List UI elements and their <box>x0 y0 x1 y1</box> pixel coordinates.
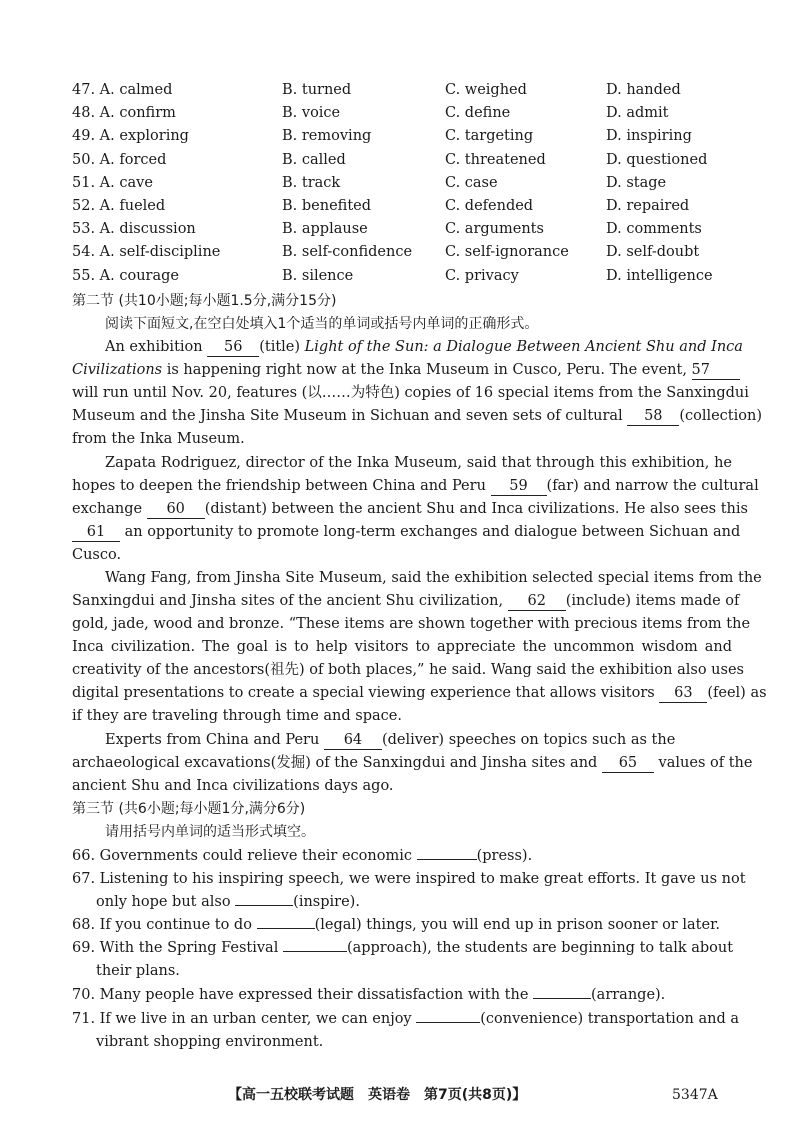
option-d[interactable]: D. intelligence <box>606 267 713 284</box>
option-a[interactable]: 51. A. cave <box>72 174 153 191</box>
option-d[interactable]: D. self-doubt <box>606 244 700 261</box>
option-c[interactable]: C. self-ignorance <box>445 244 569 261</box>
passage-paragraph-2-line: hopes to deepen the friendship between China and Peru 59 (far) and narrow the cultural <box>72 478 759 494</box>
passage-paragraph-4-line: archaeological excavations(发掘) of the Sanxingdui and Jinsha sites and 65 values of the <box>72 755 753 771</box>
passage-paragraph-2-line: Cusco. <box>72 547 122 563</box>
passage-paragraph-3-line: Wang Fang, from Jinsha Site Museum, said the exhibition selected special items from the <box>105 570 762 586</box>
option-a[interactable]: 49. A. exploring <box>72 128 189 145</box>
blank-64[interactable]: 64 <box>324 731 382 750</box>
passage-paragraph-4-line: Experts from China and Peru 64 (deliver) speeches on topics such as the <box>105 732 676 748</box>
option-c[interactable]: C. weighed <box>445 82 527 98</box>
option-c[interactable]: C. define <box>445 105 511 122</box>
answer-blank-66[interactable] <box>417 859 477 860</box>
blank-63[interactable]: 63 <box>659 684 707 703</box>
blank-56[interactable]: 56 <box>207 338 259 357</box>
option-a[interactable]: 48. A. confirm <box>72 105 176 122</box>
option-row <box>72 102 732 125</box>
option-d[interactable]: D. repaired <box>606 198 690 214</box>
passage-paragraph-3-line: digital presentations to create a special viewing experience that allows visitors 63 (feel) as <box>72 685 767 701</box>
passage-paragraph-1-line: from the Inka Museum. <box>72 431 245 447</box>
passage-paragraph-4-line: ancient Shu and Inca civilizations days ago. <box>72 778 394 794</box>
option-c[interactable]: C. case <box>445 174 498 191</box>
question-70: 70. Many people have expressed their dissatisfaction with the (arrange). <box>72 987 666 1003</box>
question-69: 69. With the Spring Festival (approach), the students are beginning to talk about <box>72 940 734 956</box>
passage-paragraph-2-line: Zapata Rodriguez, director of the Inka Museum, said that through this exhibition, he <box>105 455 732 471</box>
question-69-continued: their plans. <box>96 963 180 979</box>
answer-blank-71[interactable] <box>416 1022 480 1023</box>
answer-blank-68[interactable] <box>257 928 315 929</box>
page-footer <box>0 1083 800 1107</box>
option-a[interactable]: 52. A. fueled <box>72 198 166 214</box>
passage-paragraph-1-line: Museum and the Jinsha Site Museum in Sichuan and seven sets of cultural 58 (collection) <box>72 408 762 424</box>
blank-62[interactable]: 62 <box>508 592 566 611</box>
blank-61[interactable]: 61 <box>72 523 120 542</box>
option-row <box>72 195 732 218</box>
question-71-continued: vibrant shopping environment. <box>96 1034 324 1050</box>
option-b[interactable]: B. voice <box>282 105 341 122</box>
exam-code: 5347A <box>672 1087 718 1103</box>
answer-blank-67[interactable] <box>235 905 293 906</box>
answer-blank-69[interactable] <box>283 951 347 952</box>
option-c[interactable]: C. targeting <box>445 128 534 145</box>
section-3-instruction: 请用括号内单词的适当形式填空。 <box>105 824 315 840</box>
passage-paragraph-2-line: 61 an opportunity to promote long-term exchanges and dialogue between Sichuan and <box>72 521 732 544</box>
option-row <box>72 265 732 288</box>
option-row <box>72 218 732 241</box>
option-c[interactable]: C. privacy <box>445 267 519 284</box>
option-b[interactable]: B. track <box>282 174 341 191</box>
blank-58[interactable]: 58 <box>627 407 679 426</box>
option-row <box>72 172 732 195</box>
passage-paragraph-3-line: if they are traveling through time and space. <box>72 708 402 724</box>
option-a[interactable]: 54. A. self-discipline <box>72 244 221 261</box>
option-d[interactable]: D. handed <box>606 82 681 98</box>
option-c[interactable]: C. threatened <box>445 151 546 168</box>
option-a[interactable]: 47. A. calmed <box>72 82 173 98</box>
passage-paragraph-1-line: Civilizations is happening right now at the Inka Museum in Cusco, Peru. The event, 57 <box>72 359 732 382</box>
option-d[interactable]: D. admit <box>606 105 669 122</box>
option-b[interactable]: B. benefited <box>282 198 372 214</box>
passage-paragraph-1-line: will run until Nov. 20, features (以……为特色) copies of 16 special items from the Sanxingdui <box>72 385 749 401</box>
option-a[interactable]: 50. A. forced <box>72 151 167 168</box>
answer-blank-70[interactable] <box>533 998 591 999</box>
option-row <box>72 241 732 264</box>
option-c[interactable]: C. defended <box>445 198 534 214</box>
blank-59[interactable]: 59 <box>491 477 547 496</box>
option-row <box>72 125 732 148</box>
question-66: 66. Governments could relieve their economic (press). <box>72 848 533 864</box>
blank-65[interactable]: 65 <box>602 754 654 773</box>
option-b[interactable]: B. removing <box>282 128 372 145</box>
passage-paragraph-3-line: creativity of the ancestors(祖先) of both places,” he said. Wang said the exhibition also uses <box>72 662 744 678</box>
option-row <box>72 149 732 172</box>
option-d[interactable]: D. inspiring <box>606 128 692 145</box>
blank-60[interactable]: 60 <box>147 500 205 519</box>
option-d[interactable]: D. questioned <box>606 151 708 168</box>
option-b[interactable]: B. turned <box>282 82 352 98</box>
question-67: 67. Listening to his inspiring speech, we were inspired to make great efforts. It gave us not <box>72 871 746 887</box>
question-67-continued: only hope but also (inspire). <box>96 894 360 910</box>
passage-paragraph-3-line: gold, jade, wood and bronze. “These items are shown together with precious items from the <box>72 616 751 632</box>
option-d[interactable]: D. stage <box>606 174 667 191</box>
passage-paragraph-3-line: Inca civilization. The goal is to help visitors to appreciate the uncommon wisdom and <box>72 639 732 655</box>
blank-57[interactable]: 57 <box>692 361 740 380</box>
question-68: 68. If you continue to do (legal) things, you will end up in prison sooner or later. <box>72 917 721 933</box>
question-71: 71. If we live in an urban center, we can enjoy (convenience) transportation and a <box>72 1011 739 1027</box>
passage-paragraph-2-line: exchange 60 (distant) between the ancient Shu and Inca civilizations. He also sees this <box>72 501 748 517</box>
footer-title: 【高一五校联考试题 英语卷 第7页(共8页)】 <box>228 1087 527 1103</box>
option-b[interactable]: B. self-confidence <box>282 244 413 261</box>
passage-paragraph-1-line: An exhibition 56 (title) Light of the Sun: a Dialogue Between Ancient Shu and Inca <box>105 339 743 355</box>
option-a[interactable]: 55. A. courage <box>72 267 179 284</box>
option-b[interactable]: B. called <box>282 151 346 168</box>
option-d[interactable]: D. comments <box>606 221 702 238</box>
option-b[interactable]: B. silence <box>282 267 354 284</box>
section-2-instruction: 阅读下面短文,在空白处填入1个适当的单词或括号内单词的正确形式。 <box>105 316 539 332</box>
option-c[interactable]: C. arguments <box>445 221 544 238</box>
option-row <box>72 79 732 102</box>
passage-paragraph-3-line: Sanxingdui and Jinsha sites of the ancient Shu civilization, 62 (include) items made of <box>72 593 740 609</box>
section-2-heading: 第二节 (共10小题;每小题1.5分,满分15分) <box>72 293 337 309</box>
section-3-heading: 第三节 (共6小题;每小题1分,满分6分) <box>72 801 306 817</box>
option-a[interactable]: 53. A. discussion <box>72 221 196 238</box>
option-b[interactable]: B. applause <box>282 221 368 238</box>
